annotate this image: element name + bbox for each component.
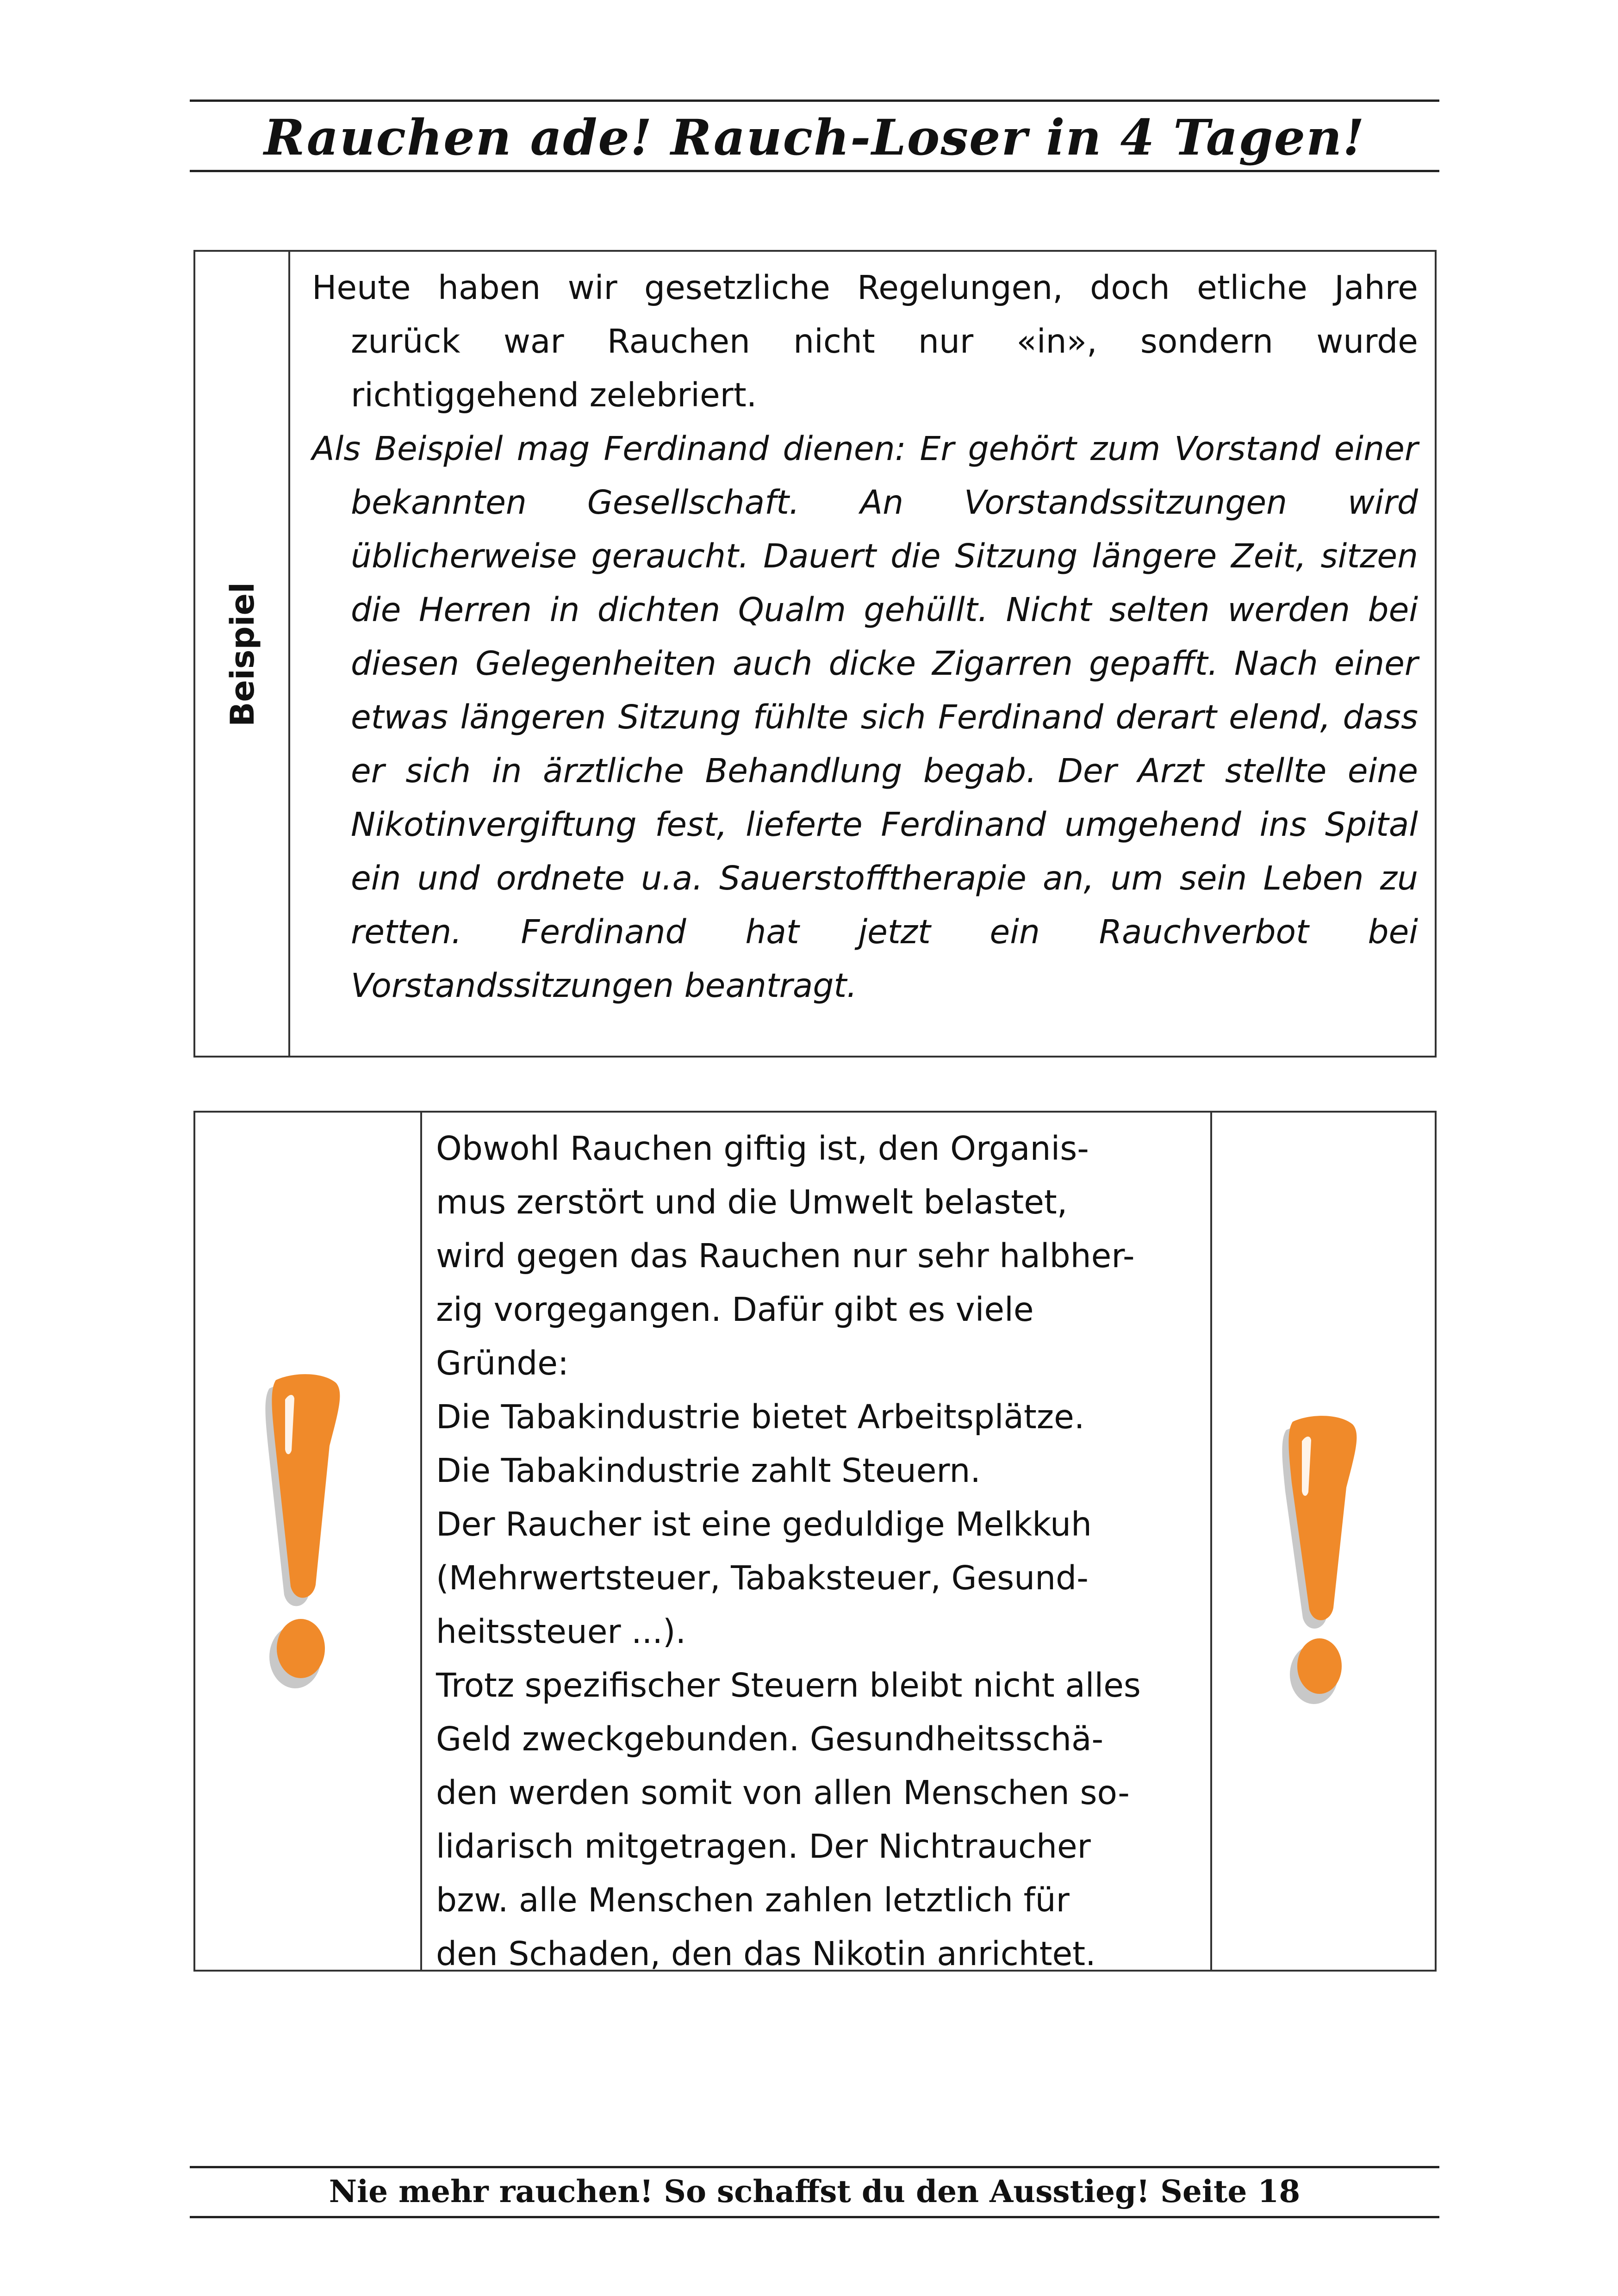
info-box (193, 1111, 1437, 1972)
info-left-cell (195, 1113, 422, 1970)
footer-text: Nie mehr rauchen! So schaffst du den Ausstieg! Seite 18 (329, 2173, 1301, 2209)
info-line: zig vorgegangen. Dafür gibt es viele (436, 1290, 1034, 1329)
info-text (436, 1122, 1204, 1981)
info-line: Geld zweckgebunden. Gesundheitsschä- (436, 1720, 1104, 1758)
example-label-cell (195, 252, 290, 1056)
example-box (193, 250, 1437, 1058)
info-line: Gründe: (436, 1344, 569, 1382)
info-line: den Schaden, den das Nikotin anrichtet. (436, 1935, 1096, 1973)
info-line: heitssteuer ...). (436, 1612, 686, 1651)
info-line: Der Raucher ist eine geduldige Melkkuh (436, 1505, 1092, 1543)
footer-rule-top (190, 2166, 1439, 2168)
info-line: Die Tabakindustrie bietet Arbeitsplätze. (436, 1398, 1085, 1436)
page-title: Rauchen ade! Rauch-Loser in 4 Tagen! (264, 108, 1365, 166)
info-line: Die Tabakindustrie zahlt Steuern. (436, 1451, 981, 1490)
example-label: Beispiel (224, 582, 261, 727)
header-rule-bottom (190, 170, 1439, 172)
info-line: den werden somit von allen Menschen so- (436, 1773, 1130, 1812)
info-line: wird gegen das Rauchen nur sehr halbher- (436, 1237, 1135, 1275)
example-intro: Heute haben wir gesetzliche Regelungen, doch etliche Jahre zurück war Rauchen nicht nur «in», sondern wurde richtiggehend zelebriert. (312, 268, 1418, 414)
info-line: bzw. alle Menschen zahlen letztlich für (436, 1881, 1070, 1919)
exclamation-icon (265, 1372, 348, 1696)
header-rule-top (190, 100, 1439, 102)
info-right-cell (1210, 1113, 1435, 1970)
info-line: Obwohl Rauchen giftig ist, den Organis- (436, 1129, 1089, 1168)
info-line: lidarisch mitgetragen. Der Nichtraucher (436, 1827, 1091, 1866)
info-line: Trotz spezifischer Steuern bleibt nicht alles (436, 1666, 1141, 1705)
info-line: mus zerstört und die Umwelt belastet, (436, 1183, 1068, 1221)
example-body (312, 261, 1418, 1013)
example-story: Als Beispiel mag Ferdinand dienen: Er gehört zum Vorstand einer bekannten Gesellschaft. An Vorstandssitzungen wird üblicherweise geraucht. Dauert die Sitzung längere Zeit, sitzen die Herren in dichten Qualm gehüllt. Nicht selten werden bei diesen Gelegenheiten auch dicke Zigarren gepafft. Nach einer etwas längeren Sitzung fühlte sich Ferdinand derart elend, dass er sich in ärztliche Behandlung begab. Der Arzt stellte eine Nikotinvergiftung fest, lieferte Ferdinand umgehend ins Spital ein und ordnete u.a. Sauerstofftherapie an, um sein Leben zu retten. Ferdinand hat jetzt ein Rauchverbot bei Vorstandssitzungen beantragt. (312, 429, 1418, 1005)
exclamation-icon (1282, 1413, 1365, 1710)
info-line: (Mehrwertsteuer, Tabaksteuer, Gesund- (436, 1559, 1089, 1597)
footer-rule-bottom (190, 2216, 1439, 2218)
